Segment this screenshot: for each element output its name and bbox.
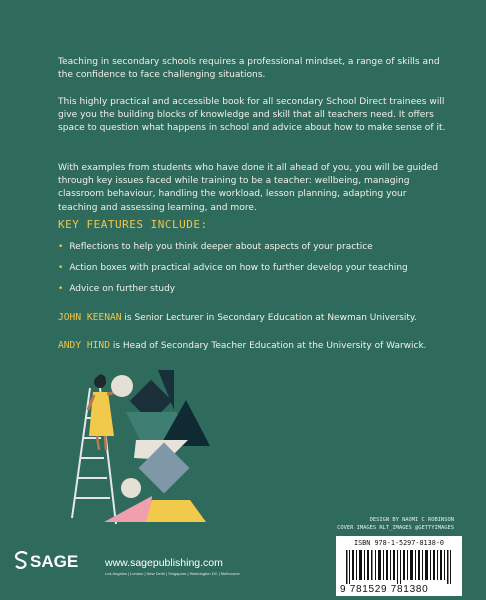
- feature-item: • Reflections to help you think deeper about aspects of your practice: [58, 242, 373, 252]
- bullet-icon: •: [58, 263, 64, 273]
- author-name: JOHN KEENAN: [58, 312, 122, 323]
- circle-shape: [111, 375, 133, 397]
- feature-item: • Action boxes with practical advice on how to further develop your teaching: [58, 263, 408, 273]
- design-credits: DESIGN BY NAOMI C ROBINSON COVER IMAGES RLT_IMAGES @GETTYIMAGES: [337, 517, 454, 531]
- feature-item: • Advice on further study: [58, 284, 176, 294]
- blurb-paragraph-2: This highly practical and accessible book for all secondary School Direct trainees will give you the building blocks of knowledge and skill that all teachers need. It offers space to question what happens in school and advice about how to make sense of it.: [58, 97, 446, 134]
- author-name: ANDY HIND: [58, 340, 110, 351]
- publisher-cities: Los Angeles | London | New Delhi | Singapore | Washington DC | Melbourne: [105, 571, 240, 576]
- isbn-label: ISBN 978-1-5297-8138-0: [353, 539, 445, 547]
- author-description: is Head of Secondary Teacher Education at the University of Warwick.: [109, 341, 427, 351]
- publisher-url: www.sagepublishing.com: [105, 557, 223, 569]
- circle-shape: [121, 478, 141, 498]
- sage-logo-icon: [14, 551, 30, 569]
- bullet-icon: •: [58, 284, 64, 294]
- bullet-icon: •: [58, 242, 64, 252]
- isbn-digits: 9 781529 781380: [340, 584, 429, 595]
- publisher-logo: SAGE: [30, 552, 79, 571]
- barcode-icon: [346, 550, 452, 584]
- barcode: [336, 536, 462, 596]
- key-features-heading: KEY FEATURES INCLUDE:: [58, 218, 208, 231]
- trapezoid-shape: [146, 500, 206, 522]
- author-description: is Senior Lecturer in Secondary Education at Newman University.: [121, 313, 417, 323]
- blurb-paragraph-3: With examples from students who have done it all ahead of you, you will be guided through key issues faced while training to be a teacher: wellbeing, managing classroom behaviour, handling the workload, lesson planning, adapting your teaching and assessing learning, and more.: [58, 163, 438, 213]
- blurb-paragraph-1: Teaching in secondary schools requires a professional mindset, a range of skills and the confidence to face challenging situations.: [58, 57, 440, 81]
- triangle-shape: [104, 496, 152, 522]
